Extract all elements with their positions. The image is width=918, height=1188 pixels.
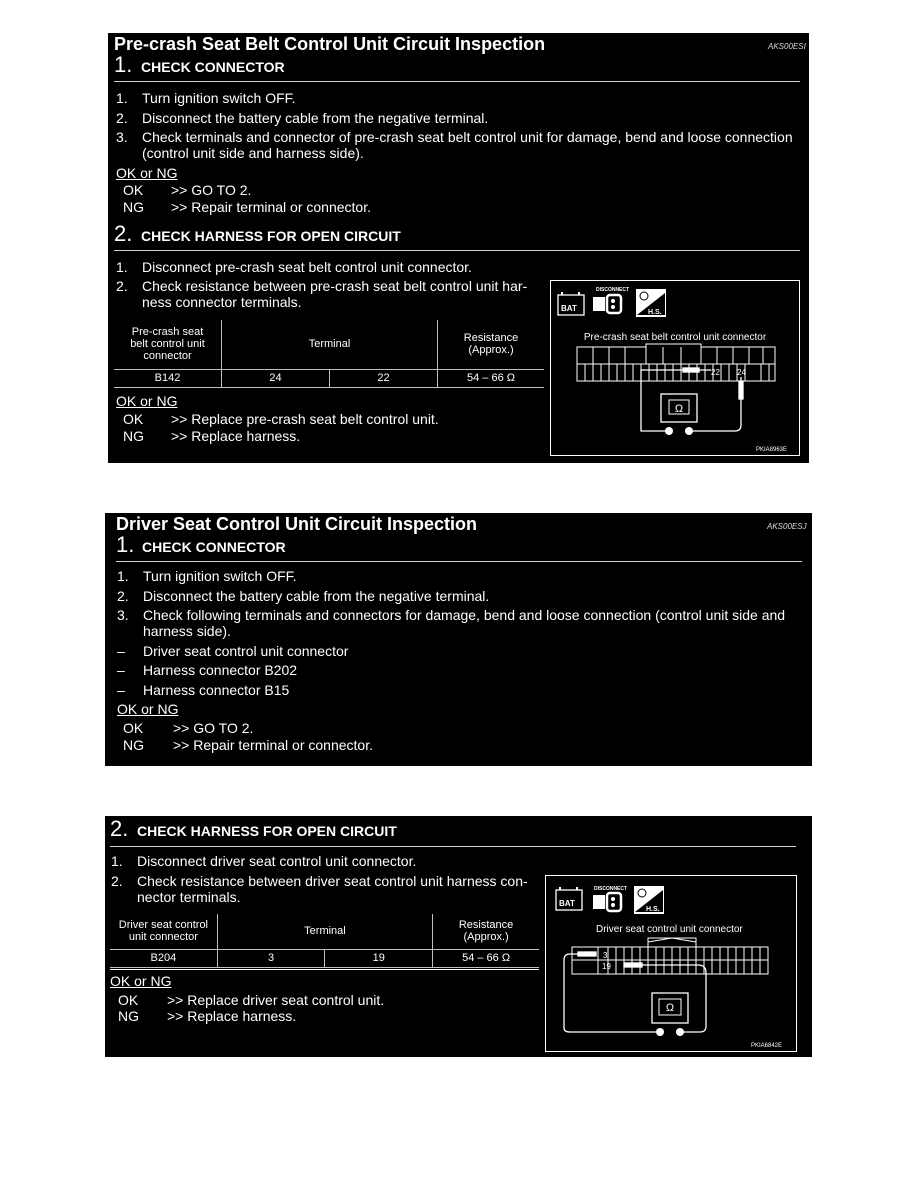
header-resistance: Resistance (Approx.) bbox=[433, 914, 539, 949]
connector-diagram bbox=[545, 875, 797, 1052]
step-number: 1. bbox=[114, 52, 133, 77]
step-number: 2. bbox=[114, 221, 133, 246]
cell-connector: B204 bbox=[110, 949, 217, 967]
list-item-number: 3. bbox=[116, 129, 128, 145]
hs-label: H.S. bbox=[646, 906, 660, 913]
diagram-svg bbox=[546, 876, 796, 1051]
figure-code: PKIA8963E bbox=[755, 447, 787, 453]
harness-side-icon bbox=[634, 886, 664, 914]
section-title: Pre-crash Seat Belt Control Unit Circuit Inspection bbox=[114, 34, 546, 54]
list-item-text: Turn ignition switch OFF. bbox=[142, 90, 296, 106]
ohm-symbol: Ω bbox=[665, 1002, 675, 1014]
battery-icon bbox=[556, 887, 582, 910]
list-item-text: Harness connector B15 bbox=[143, 682, 290, 698]
cell-resistance: 54 – 66 Ω bbox=[438, 369, 545, 387]
list-bullet: – bbox=[117, 662, 125, 678]
list-item-text: Disconnect pre-crash seat belt control unit connector. bbox=[142, 259, 472, 275]
ohmmeter-icon bbox=[652, 993, 688, 1036]
table-bottom-rule bbox=[110, 969, 539, 970]
probe-wires bbox=[564, 952, 706, 1032]
pre-crash-seat-belt-inspection-panel bbox=[108, 33, 809, 463]
header-connector: Driver seat control unit connector bbox=[110, 914, 217, 949]
disconnect-label: DISCONNECT bbox=[596, 287, 630, 293]
ohm-symbol: Ω bbox=[674, 403, 684, 415]
bat-label: BAT bbox=[559, 899, 575, 908]
result-key: OK bbox=[123, 411, 144, 427]
battery-icon bbox=[558, 292, 584, 315]
divider bbox=[110, 846, 796, 847]
list-item-text: Check following terminals and connectors for damage, bend and loose connection (control unit side and bbox=[143, 607, 786, 623]
section-code: AKS00ESI bbox=[768, 42, 806, 51]
list-item-number: 2. bbox=[111, 873, 123, 889]
result-action: >> GO TO 2. bbox=[173, 720, 254, 736]
list-item-text: Check terminals and connector of pre-crash seat belt control unit for damage, bend and loose connection bbox=[142, 129, 793, 145]
header-resistance: Resistance (Approx.) bbox=[438, 320, 545, 369]
step-title: CHECK CONNECTOR bbox=[141, 59, 285, 75]
pin-label: 24 bbox=[737, 368, 746, 377]
result-key: NG bbox=[123, 737, 144, 753]
list-item-number: 1. bbox=[116, 90, 128, 106]
section-code: AKS00ESJ bbox=[767, 522, 807, 531]
list-item-number: 3. bbox=[117, 607, 129, 623]
cell-terminal: 19 bbox=[325, 949, 433, 967]
ok-ng-heading: OK or NG bbox=[116, 393, 178, 409]
result-key: OK bbox=[123, 182, 144, 198]
list-item-text: Disconnect the battery cable from the negative terminal. bbox=[142, 110, 489, 126]
driver-seat-inspection-panel bbox=[105, 513, 812, 766]
step-title: CHECK HARNESS FOR OPEN CIRCUIT bbox=[141, 228, 401, 244]
list-item-continuation: ness connector terminals. bbox=[142, 294, 302, 310]
result-action: >> Repair terminal or connector. bbox=[171, 199, 371, 215]
list-item-continuation: nector terminals. bbox=[137, 889, 241, 905]
hs-label: H.S. bbox=[648, 309, 662, 316]
cell-connector: B142 bbox=[114, 369, 222, 387]
header-connector: Pre-crash seat belt control unit connector bbox=[114, 320, 222, 369]
list-item-continuation: (control unit side and harness side). bbox=[142, 145, 364, 161]
result-key: OK bbox=[123, 720, 144, 736]
ok-ng-heading: OK or NG bbox=[117, 701, 179, 717]
list-item-number: 1. bbox=[116, 259, 128, 275]
step-number: 2. bbox=[110, 816, 129, 841]
figure-code: PKIA6842E bbox=[750, 1043, 782, 1049]
list-item-number: 2. bbox=[116, 110, 128, 126]
ok-ng-heading: OK or NG bbox=[110, 973, 172, 989]
connector-diagram bbox=[550, 280, 800, 456]
ohmmeter-icon bbox=[661, 394, 697, 435]
list-item-number: 2. bbox=[116, 278, 128, 294]
step-title: CHECK CONNECTOR bbox=[142, 539, 286, 555]
cell-terminal: 3 bbox=[217, 949, 325, 967]
result-key: NG bbox=[123, 428, 144, 444]
section-title: Driver Seat Control Unit Circuit Inspection bbox=[116, 514, 478, 534]
cell-resistance: 54 – 66 Ω bbox=[433, 949, 539, 967]
result-action: >> Replace pre-crash seat belt control unit. bbox=[171, 411, 439, 427]
disconnect-label: DISCONNECT bbox=[594, 886, 628, 892]
connector-label: Pre-crash seat belt control unit connector bbox=[583, 332, 767, 343]
list-item-text: Check resistance between pre-crash seat belt control unit har- bbox=[142, 278, 528, 294]
pin-label: 22 bbox=[711, 368, 720, 377]
bat-label: BAT bbox=[561, 304, 577, 313]
list-item-number: 1. bbox=[111, 853, 123, 869]
result-key: OK bbox=[118, 992, 139, 1008]
result-key: NG bbox=[118, 1008, 139, 1024]
list-bullet: – bbox=[117, 643, 125, 659]
list-item-text: Disconnect driver seat control unit connector. bbox=[137, 853, 417, 869]
header-terminal: Terminal bbox=[217, 914, 432, 949]
list-item-number: 2. bbox=[117, 588, 129, 604]
list-item-text: Check resistance between driver seat control unit harness con- bbox=[137, 873, 528, 889]
list-item-continuation: harness side). bbox=[143, 623, 231, 639]
ok-ng-heading: OK or NG bbox=[116, 165, 178, 181]
list-item-text: Disconnect the battery cable from the negative terminal. bbox=[143, 588, 490, 604]
divider bbox=[116, 561, 802, 562]
cell-terminal: 24 bbox=[222, 369, 330, 387]
resistance-table bbox=[110, 914, 539, 968]
resistance-table bbox=[114, 320, 544, 388]
driver-seat-harness-check-panel bbox=[105, 816, 812, 1057]
result-action: >> Replace harness. bbox=[167, 1008, 297, 1024]
step-number: 1. bbox=[116, 532, 135, 557]
result-action: >> GO TO 2. bbox=[171, 182, 252, 198]
list-item-text: Turn ignition switch OFF. bbox=[143, 568, 297, 584]
list-item-text: Harness connector B202 bbox=[143, 662, 298, 678]
disconnect-connector-icon bbox=[593, 893, 621, 911]
result-action: >> Repair terminal or connector. bbox=[173, 737, 373, 753]
connector-label: Driver seat control unit connector bbox=[596, 924, 743, 935]
list-bullet: – bbox=[117, 682, 125, 698]
cell-terminal: 22 bbox=[330, 369, 438, 387]
harness-side-icon bbox=[636, 289, 666, 317]
divider bbox=[114, 250, 800, 251]
pin-label: 19 bbox=[602, 962, 611, 971]
result-key: NG bbox=[123, 199, 144, 215]
step-title: CHECK HARNESS FOR OPEN CIRCUIT bbox=[137, 823, 397, 839]
divider bbox=[114, 81, 800, 82]
result-action: >> Replace harness. bbox=[171, 428, 301, 444]
pin-label: 3 bbox=[603, 951, 608, 960]
disconnect-connector-icon bbox=[593, 295, 621, 313]
result-action: >> Replace driver seat control unit. bbox=[167, 992, 385, 1008]
list-item-text: Driver seat control unit connector bbox=[143, 643, 349, 659]
list-item-number: 1. bbox=[117, 568, 129, 584]
header-terminal: Terminal bbox=[222, 320, 438, 369]
diagram-svg bbox=[551, 281, 799, 455]
